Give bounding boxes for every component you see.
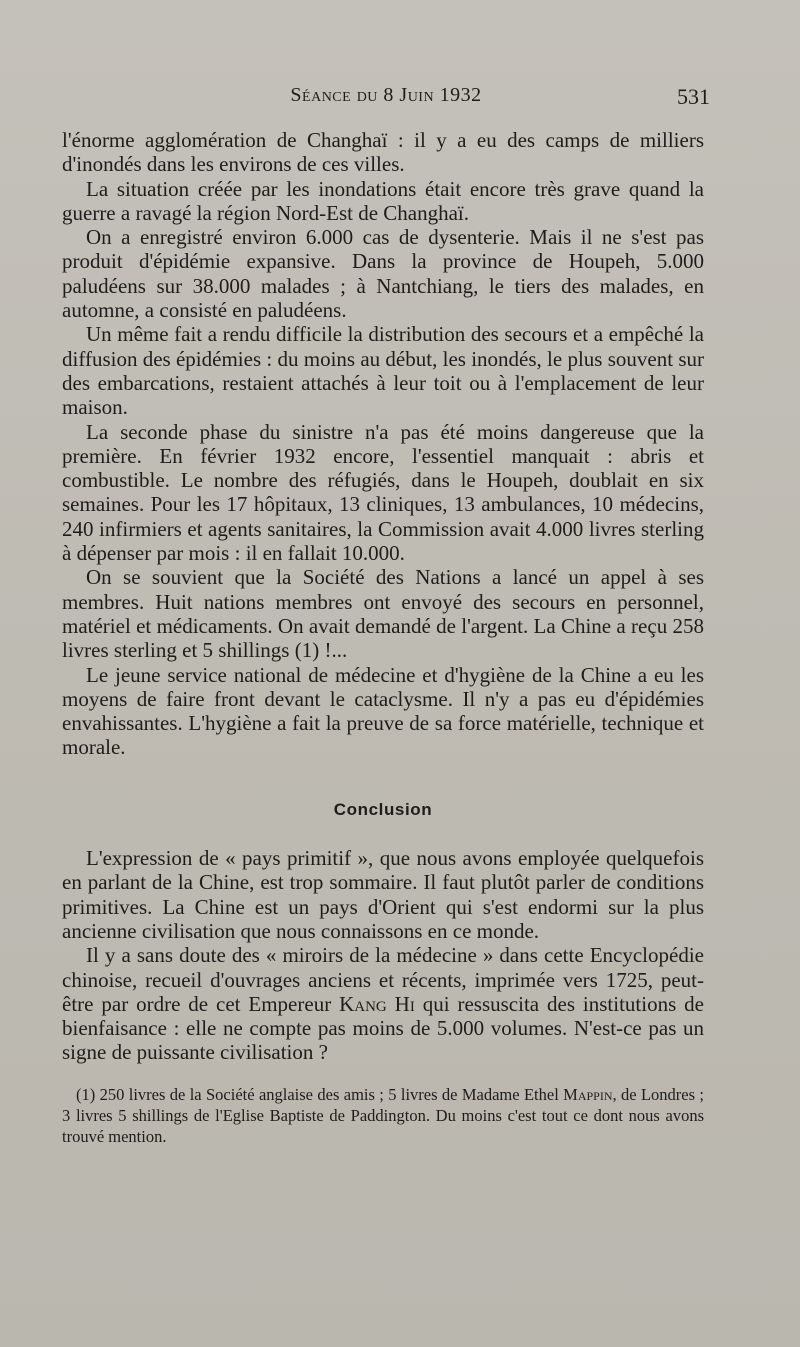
paragraph-9-end: qui ressuscita des institutions de bienfaisance : elle ne compte pas moins de 5.000 volumes. N'est-ce pas un signe de puissante civilisation ? (62, 991, 704, 1065)
paragraph-9-start: Il y a sans doute des « miroirs de la médecine » dans cette Encyclopédie chinoise, recueil d'ouvrages anciens et récents, imprimée vers 1725, peut-être par ordre de cet Empereur (62, 943, 704, 1016)
footnote-name: Mappin (563, 1084, 613, 1104)
paragraph-4: Un même fait a rendu difficile la distribution des secours et a empêché la diffusion des épidémies : du moins au début, les inondés, le plus souvent sur des embarcations, restaient attachés à leur toit ou à l'emplacement de leur maison. (62, 322, 704, 420)
paragraph-8: L'expression de « pays primitif », que nous avons employée quelquefois en parlant de la Chine, est trop sommaire. Il faut plutôt parler de conditions primitives. La Chine est un pays d'Orient qui s'est endormi sur la plus ancienne civilisation que nous connaissons en ce monde. (62, 846, 704, 943)
emperor-name: Kang Hi (339, 991, 415, 1016)
paragraph-9 (62, 943, 704, 1064)
footnote-1 (62, 1084, 704, 1147)
page-number: 531 (677, 84, 710, 109)
paragraph-6: On se souvient que la Société des Nations a lancé un appel à ses membres. Huit nations membres ont envoyé des secours en personnel, matériel et médicaments. On avait demandé de l'argent. La Chine a reçu 258 livres sterling et 5 shillings (1) !... (62, 565, 704, 663)
paragraph-5: La seconde phase du sinistre n'a pas été moins dangereuse que la première. En février 1932 encore, l'essentiel manquait : abris et combustible. Le nombre des réfugiés, dans le Houpeh, doublait en six semaines. Pour les 17 hôpitaux, 13 cliniques, 13 ambulances, 10 médecins, 240 infirmiers et agents sanitaires, la Commission avait 4.000 livres sterling à dépenser par mois : il en fallait 10.000. (62, 419, 704, 566)
footnotes (62, 1084, 704, 1147)
paragraph-3: On a enregistré environ 6.000 cas de dysenterie. Mais il ne s'est pas produit d'épidémie expansive. Dans la province de Houpeh, 5.000 paludéens sur 38.000 malades ; à Nantchiang, le tiers des malades, en automne, a consisté en paludéens. (62, 225, 704, 323)
footnote-1-end: , de Londres ; 3 livres 5 shillings de l'Eglise Baptiste de Paddington. Du moins c'est tout ce dont nous avons trouvé mention. (62, 1084, 704, 1146)
page-header (62, 84, 710, 112)
running-head: Séance du 8 Juin 1932 (290, 84, 482, 106)
paragraph-1: l'énorme agglomération de Changhaï : il y a eu des camps de milliers d'inondés dans les environs de ces villes. (62, 128, 704, 177)
paragraph-7: Le jeune service national de médecine et d'hygiène de la Chine a eu les moyens de faire front devant le cataclysme. Il n'y a pas eu d'épidémies envahissantes. L'hygiène a fait la preuve de sa force matérielle, technique et morale. (62, 662, 704, 760)
paragraph-2: La situation créée par les inondations était encore très grave quand la guerre a ravagé la région Nord-Est de Changhaï. (62, 176, 704, 225)
main-text (62, 128, 704, 1147)
footnote-1-start: (1) 250 livres de la Société anglaise des amis ; 5 livres de Madame Ethel (76, 1084, 564, 1104)
section-title-conclusion: Conclusion (333, 799, 433, 819)
